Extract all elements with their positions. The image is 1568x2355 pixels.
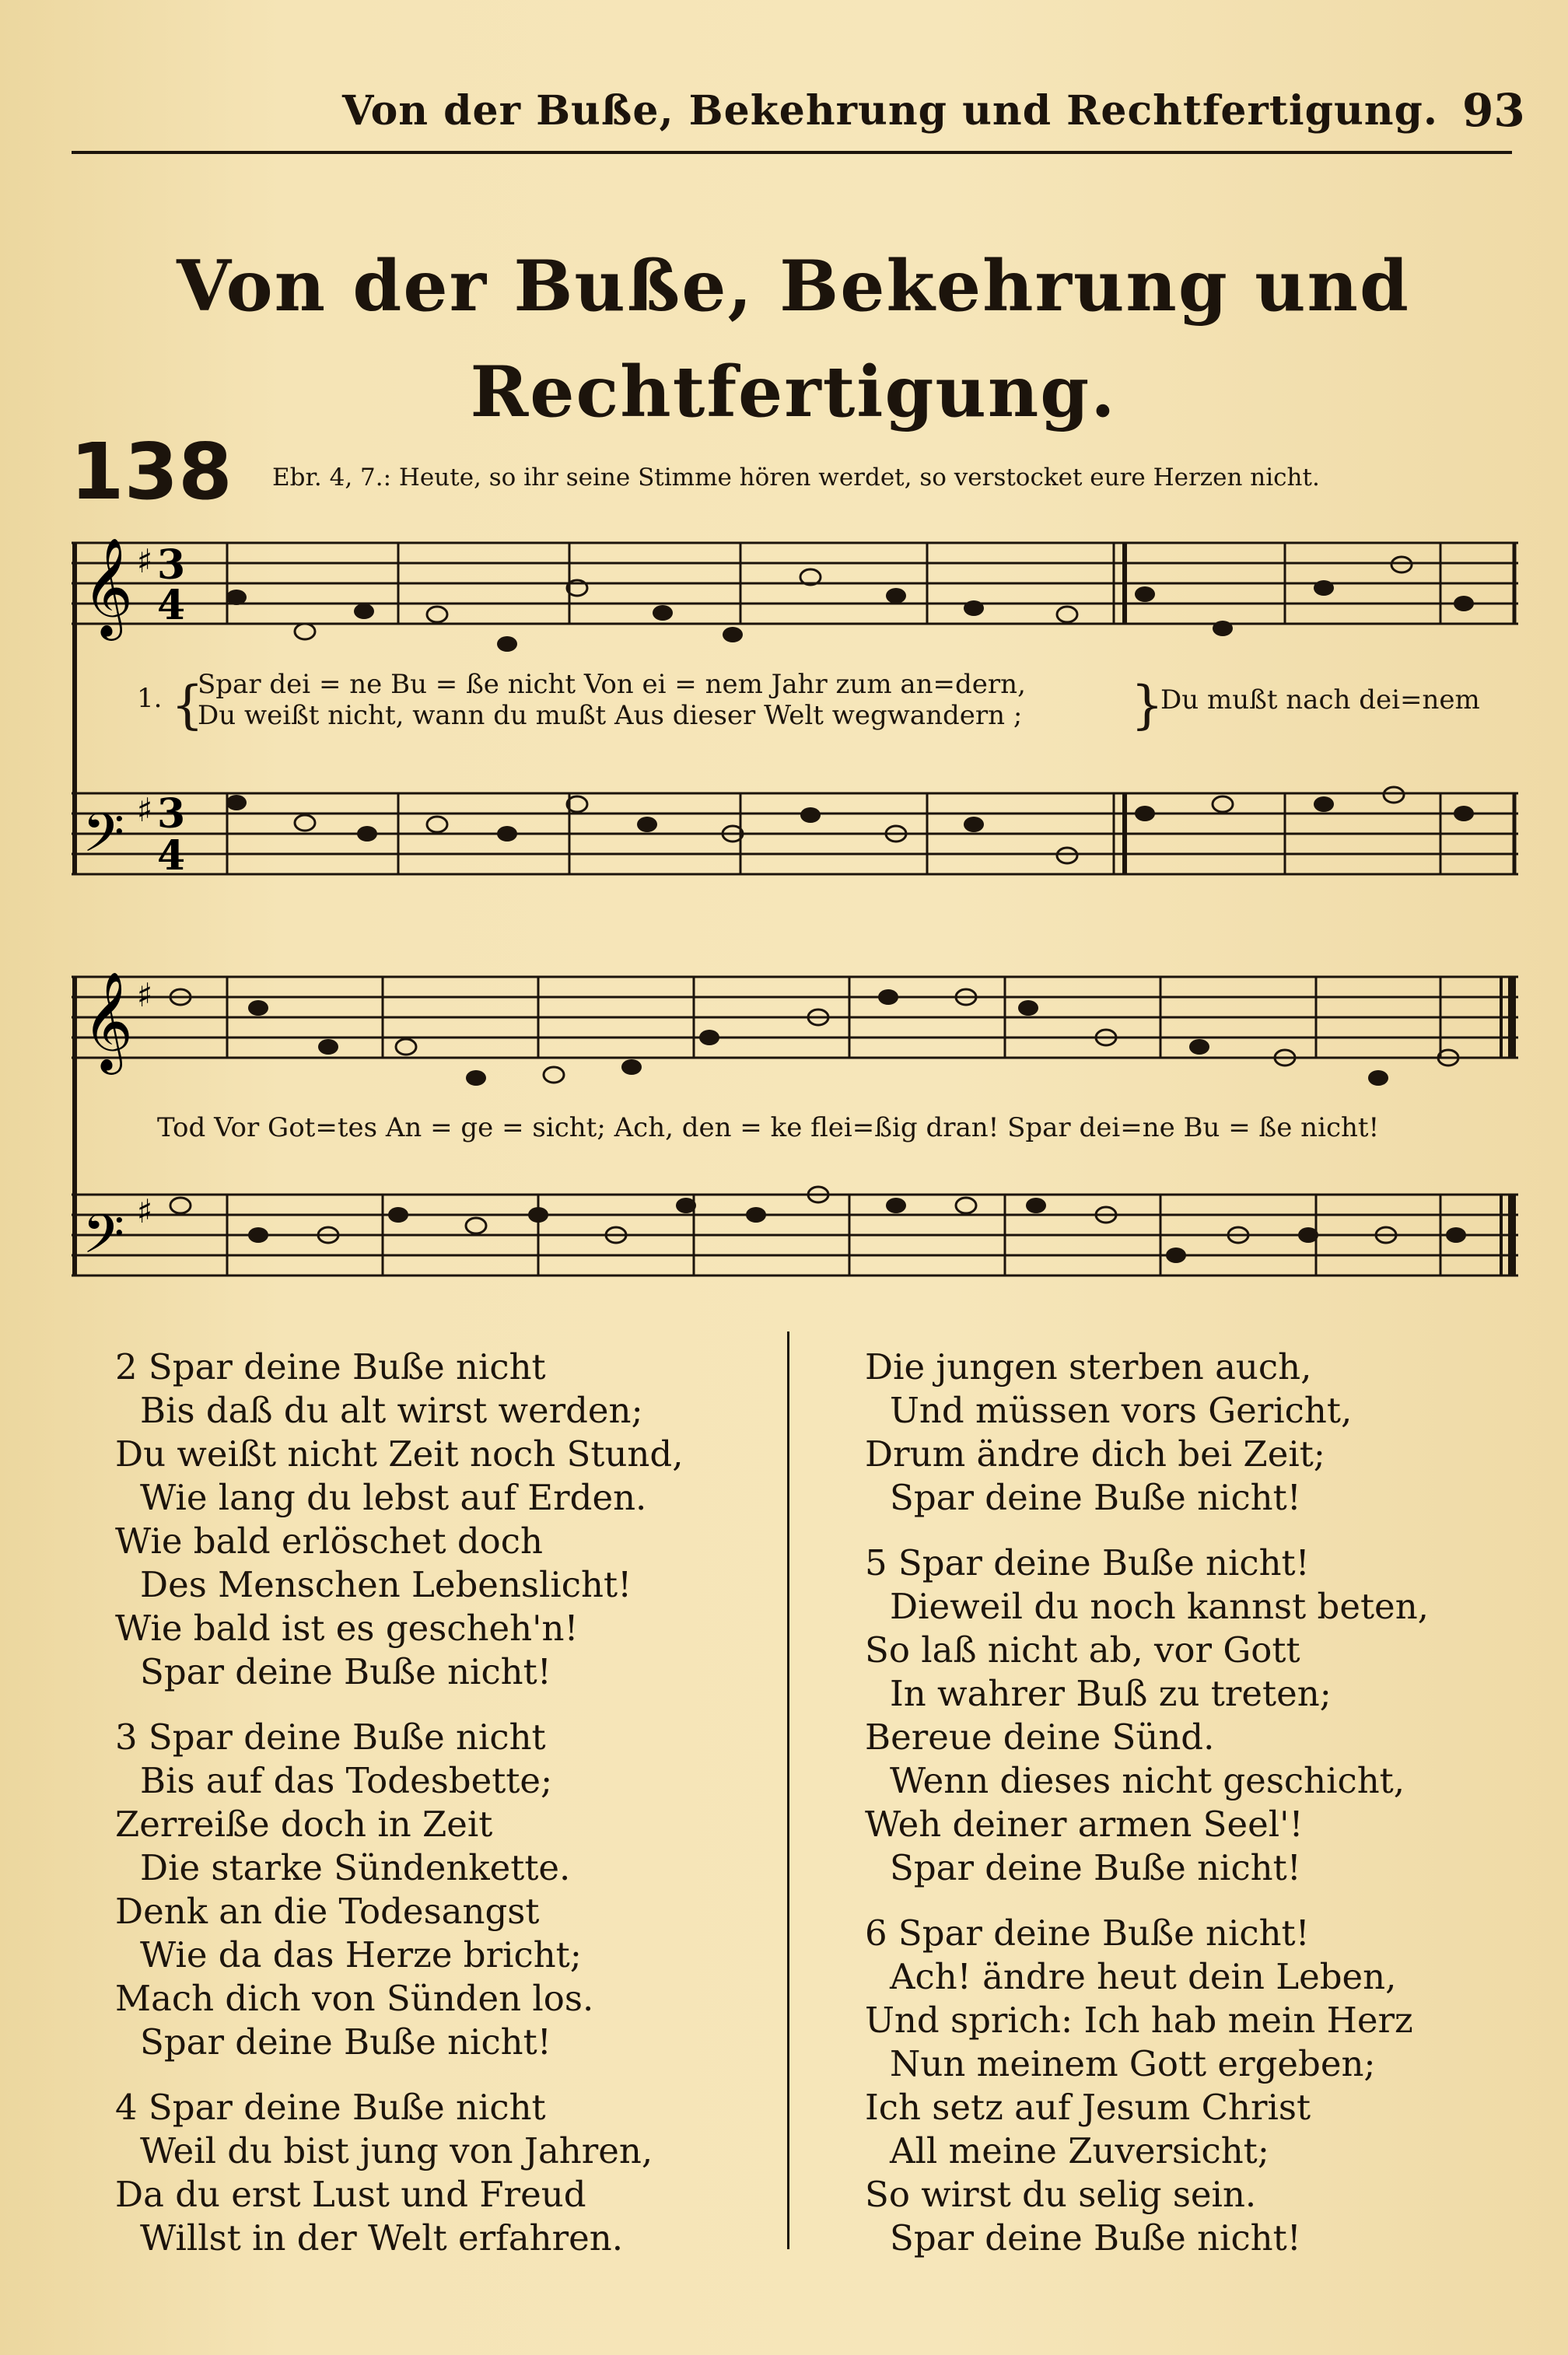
verse-3 (115, 1716, 776, 2064)
verse-line: Wie bald ist es gescheh'n! (115, 1608, 579, 1649)
section-title-text: Von der Buße, Bekehrung und Rechtfertigung. (177, 245, 1410, 433)
verse-line: Des Menschen Lebenslicht! (140, 1564, 632, 1605)
lyric-line-1b: Du weißt nicht, wann du mußt Aus dieser Welt wegwandern ; (198, 700, 1023, 731)
verse-line: Spar deine Buße nicht! (140, 2021, 551, 2063)
verse-line: Bereue deine Sünd. (865, 1716, 1215, 1758)
hymn-number: 138 (70, 426, 233, 517)
verse-6 (865, 1912, 1534, 2260)
verse-line: Die starke Sündenkette. (140, 1847, 571, 1888)
verse-4-second-half (865, 1345, 1534, 1520)
header-rule (72, 151, 1512, 154)
verse-line: So laß nicht ab, vor Gott (865, 1629, 1300, 1671)
verse-line: Dieweil du noch kannst beten, (890, 1586, 1429, 1627)
verse-line: So wirst du selig sein. (865, 2174, 1257, 2215)
lyric-brace-left: { (171, 675, 204, 735)
verse-2 (115, 1345, 776, 1694)
lyric-verse-number: 1. (137, 683, 163, 714)
verse-line: 3 Spar deine Buße nicht (115, 1716, 546, 1758)
page-number: 93 (1462, 84, 1525, 137)
verses-right-column (865, 1345, 1534, 2282)
verse-line: Und sprich: Ich hab mein Herz (865, 2000, 1413, 2041)
svg-text:♯: ♯ (137, 542, 153, 580)
verse-line: Und müssen vors Gericht, (890, 1390, 1353, 1431)
verse-line: Zerreiße doch in Zeit (115, 1804, 493, 1845)
verse-line: Weil du bist jung von Jahren, (140, 2130, 653, 2171)
music-system-1 (72, 513, 1518, 918)
verse-line: Nun meinem Gott ergeben; (890, 2043, 1376, 2084)
running-header: Von der Buße, Bekehrung und Rechtfertigung. (342, 87, 1439, 135)
verse-line: Ich setz auf Jesum Christ (865, 2087, 1311, 2128)
svg-text:3: 3 (157, 790, 186, 838)
verse-line: Spar deine Buße nicht! (140, 1651, 551, 1692)
lyric-brace-right: } (1131, 675, 1164, 735)
verse-line: Mach dich von Sünden los. (115, 1978, 594, 2019)
verse-line: Weh deiner armen Seel'! (865, 1804, 1304, 1845)
verse-line: Spar deine Buße nicht! (890, 1477, 1301, 1518)
verse-line: 4 Spar deine Buße nicht (115, 2087, 546, 2128)
verse-line: 5 Spar deine Buße nicht! (865, 1542, 1310, 1583)
verse-line: Bis daß du alt wirst werden; (140, 1390, 643, 1431)
verse-line: Spar deine Buße nicht! (890, 2217, 1301, 2259)
svg-text:𝄞: 𝄞 (82, 537, 134, 636)
verse-line: Da du erst Lust und Freud (115, 2174, 586, 2215)
verse-line: Die jungen sterben auch, (865, 1346, 1312, 1387)
verse-line: Wenn dieses nicht geschicht, (890, 1760, 1405, 1801)
music-system-2 (72, 938, 1518, 1311)
verse-line: 6 Spar deine Buße nicht! (865, 1912, 1310, 1954)
verse-line: In wahrer Buß zu treten; (890, 1673, 1332, 1714)
verse-line: Spar deine Buße nicht! (890, 1847, 1301, 1888)
svg-text:♯: ♯ (137, 976, 153, 1014)
verse-line: Du weißt nicht Zeit noch Stund, (115, 1433, 684, 1475)
section-title (70, 233, 1517, 445)
verse-line: Wie lang du lebst auf Erden. (140, 1477, 647, 1518)
verse-line: Denk an die Todesangst (115, 1891, 540, 1932)
scripture-reference: Ebr. 4, 7.: Heute, so ihr seine Stimme hören werdet, so verstocket eure Herzen nicht. (272, 464, 1320, 492)
verses-left-column (115, 1345, 776, 2282)
svg-text:𝄢: 𝄢 (82, 801, 125, 877)
svg-text:4: 4 (157, 832, 186, 880)
verse-line: Drum ändre dich bei Zeit; (865, 1433, 1325, 1475)
lyric-line-1c: Du mußt nach dei=nem (1160, 684, 1480, 716)
verse-line: Bis auf das Todesbette; (140, 1760, 553, 1801)
verse-line: 2 Spar deine Buße nicht (115, 1346, 546, 1387)
verse-line: All meine Zuversicht; (890, 2130, 1269, 2171)
lyric-line-2: Tod Vor Got=tes An = ge = sicht; Ach, den = ke flei=ßig dran! Spar dei=ne Bu = ße nicht! (157, 1112, 1380, 1143)
svg-text:𝄢: 𝄢 (82, 1202, 125, 1279)
svg-text:♯: ♯ (137, 791, 153, 829)
verse-5 (865, 1541, 1534, 1890)
lyric-line-1a: Spar dei = ne Bu = ße nicht Von ei = nem Jahr zum an=dern, (198, 669, 1026, 700)
svg-text:4: 4 (157, 582, 186, 629)
verse-4-first-half (115, 2086, 776, 2260)
verse-line: Ach! ändre heut dein Leben, (890, 1956, 1397, 1997)
svg-text:3: 3 (157, 541, 186, 589)
verse-line: Wie bald erlöschet doch (115, 1520, 543, 1562)
verse-line: Wie da das Herze bricht; (140, 1934, 582, 1975)
svg-text:♯: ♯ (137, 1192, 153, 1230)
verse-line: Willst in der Welt erfahren. (140, 2217, 624, 2259)
column-divider (787, 1331, 789, 2249)
svg-text:𝄞: 𝄞 (82, 971, 134, 1070)
